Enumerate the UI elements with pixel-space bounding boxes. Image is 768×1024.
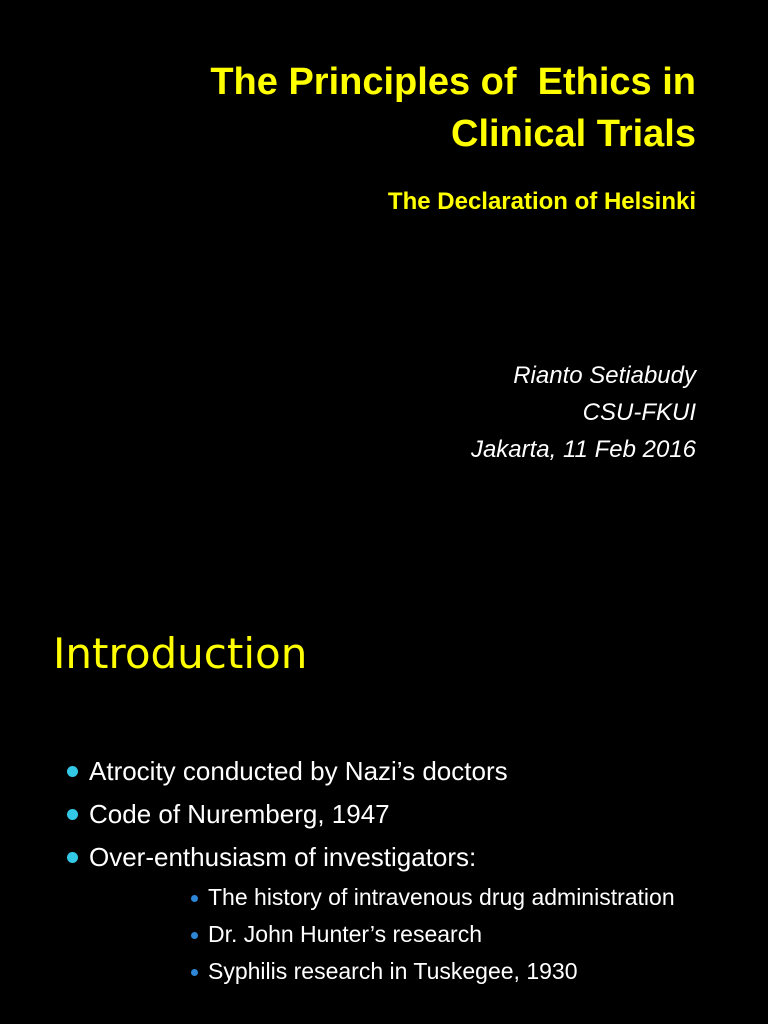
list-item	[0, 793, 768, 836]
author-name: Rianto Setiabudy	[513, 362, 696, 389]
bullet-text: Atrocity conducted by Nazi’s doctors	[89, 756, 508, 786]
sub-bullet-text: The history of intravenous drug administration	[208, 884, 675, 910]
sub-bullet-dot-icon	[191, 895, 198, 902]
sub-bullet-list	[89, 879, 768, 990]
title-line-1: The Principles of Ethics in	[210, 61, 696, 103]
bullet-dot-icon	[67, 852, 78, 863]
sub-bullet-dot-icon	[191, 969, 198, 976]
list-item	[0, 750, 768, 793]
presentation-subtitle: The Declaration of Helsinki	[387, 188, 696, 215]
sub-bullet-text: Dr. John Hunter’s research	[208, 921, 483, 947]
author-institution: CSU-FKUI	[582, 399, 696, 426]
bullet-dot-icon	[67, 809, 78, 820]
sub-list-item	[89, 916, 768, 953]
bullet-list	[0, 750, 768, 990]
bullet-dot-icon	[67, 766, 78, 777]
slide-heading: Introduction	[53, 629, 308, 678]
author-block	[196, 357, 696, 468]
sub-bullet-dot-icon	[191, 932, 198, 939]
title-line-2: Clinical Trials	[451, 113, 696, 155]
presentation-date: Jakarta, 11 Feb 2016	[470, 436, 696, 463]
title-block	[56, 56, 696, 218]
sub-bullet-text: Syphilis research in Tuskegee, 1930	[208, 958, 578, 984]
presentation-title	[56, 56, 696, 160]
bullet-text: Code of Nuremberg, 1947	[89, 799, 390, 829]
introduction-slide	[0, 512, 768, 1024]
list-item	[0, 836, 768, 990]
bullet-text: Over-enthusiasm of investigators:	[89, 842, 477, 872]
sub-list-item	[89, 879, 768, 916]
sub-list-item	[89, 953, 768, 990]
